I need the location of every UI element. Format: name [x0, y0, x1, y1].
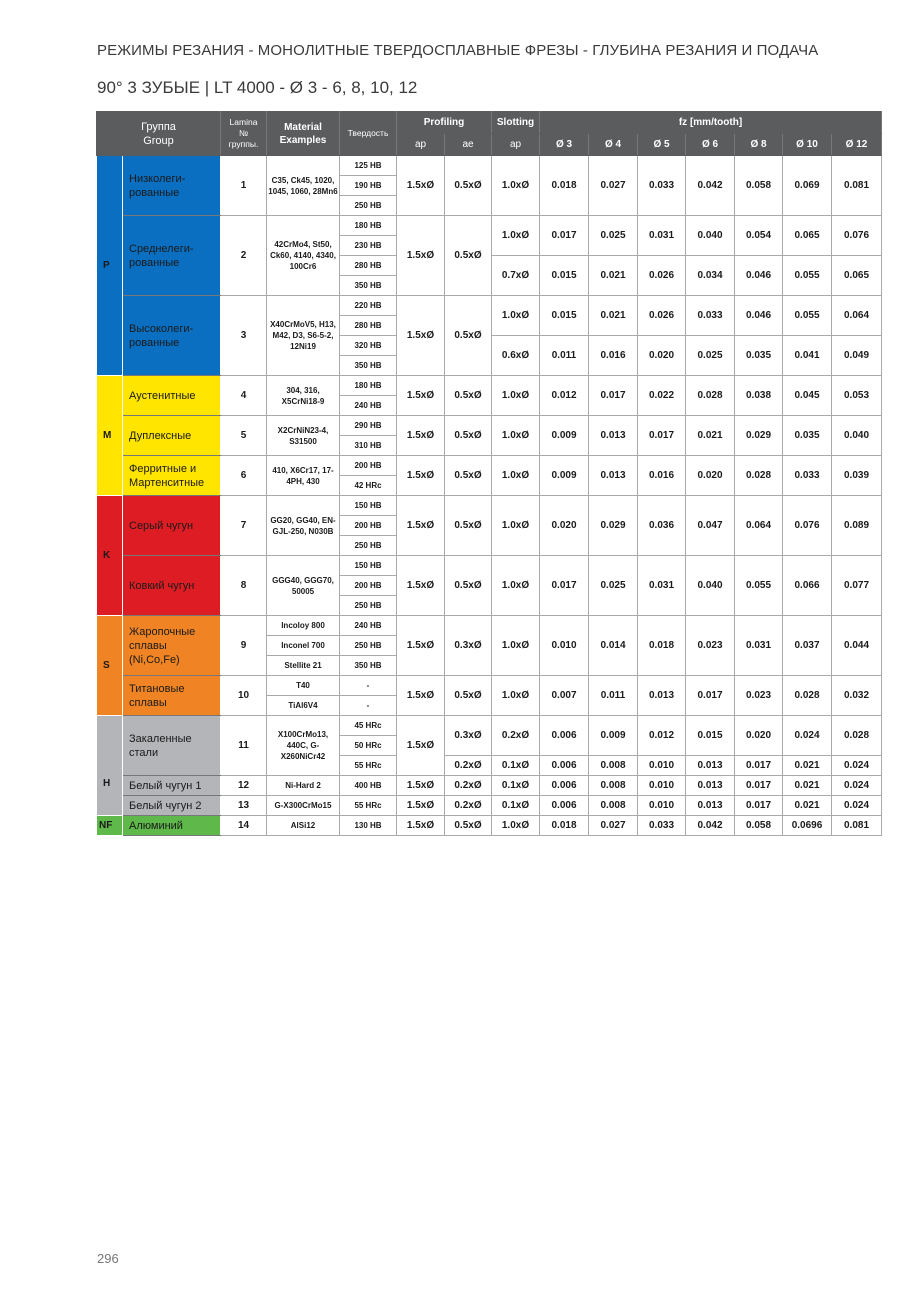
- header-group: Группа Group: [97, 112, 221, 156]
- group-label: Серый чугун: [123, 496, 221, 556]
- table-row: Ковкий чугун 8 GGG40, GGG70, 50005 150 HB 1.5xØ 0.5xØ 1.0xØ 0.017 0.025 0.031 0.040 0.055 0.066 0.077: [97, 556, 882, 576]
- table-row: Титановые сплавы 10 T40 - 1.5xØ 0.5xØ 1.0xØ 0.007 0.011 0.013 0.017 0.023 0.028 0.032: [97, 676, 882, 696]
- iso-code-s: S: [97, 616, 123, 716]
- table-row: Среднелеги-рованные 2 42CrMo4, St50, Ck60, 4140, 4340, 100Cr6 180 HB 1.5xØ 0.5xØ 1.0xØ 0.017 0.025 0.031 0.040 0.054 0.065 0.076: [97, 216, 882, 236]
- group-label: Низколеги-рованные: [123, 156, 221, 216]
- iso-code-k: K: [97, 496, 123, 616]
- group-label: Дуплексные: [123, 416, 221, 456]
- group-label: Ковкий чугун: [123, 556, 221, 616]
- page-subtitle: 90° 3 ЗУБЫЕ | LT 4000 - Ø 3 - 6, 8, 10, 12: [97, 78, 418, 97]
- header-d6: Ø 6: [686, 134, 735, 156]
- table-row: Дуплексные 5 X2CrNiN23-4, S31500 290 HB 1.5xØ 0.5xØ 1.0xØ 0.009 0.013 0.017 0.021 0.029 0.035 0.040: [97, 416, 882, 436]
- table-row: H Закаленные стали 11 X100CrMo13, 440C, G-X260NiCr42 45 HRc 1.5xØ 0.3xØ 0.2xØ 0.006 0.009 0.012 0.015 0.020 0.024 0.028: [97, 716, 882, 736]
- cutting-data-table: Группа Group Lamina № группы. Material Examples Твердость Profiling Slotting fz [mm/tooth] ap ae ap Ø 3 Ø 4 Ø 5 Ø 6 Ø 8 Ø 10 Ø 12 P Низколеги-рованные 1 C35, Ck45, 1020, 1045, 1060, 28Mn6 125 HB 1.5xØ 0.5xØ 1.0xØ 0.018 0.027 0.033 0.042 0.058 0.069 0.081 190 HB 250 HB Среднелеги-рованные 2 42CrMo4, St50, Ck60, 4140, 4340, 100Cr6 180 HB 1.5xØ 0.5xØ 1.0xØ 0.017 0.025 0.031 0.040 0.054 0.065 0.076 230 HB 280 HB 0.7xØ 0.015 0.021 0.026 0.034 0.046 0.055 0.065 350 HB Высоколеги-рованные 3 X40CrMoV5, H13, M42, D3, S6-5-2, 12Ni19 220 HB 1.5xØ 0.5xØ 1.0xØ 0.015 0.021 0.026 0.033 0.046 0.055 0.064 280 HB 320 HB 0.6xØ 0.011 0.016 0.020 0.025 0.035 0.041 0.049 350 HB M Аустенитные 4 304, 316, X5CrNi18-9 180 HB 1.5xØ 0.5xØ 1.0xØ 0.012 0.017 0.022 0.028 0.038 0.045 0.053 240 HB Дуплексные 5 X2CrNiN23-4, S31500 290 HB 1.5xØ 0.5xØ 1.0xØ 0.009 0.013 0.017 0.021 0.029 0.035 0.040 310 HB Ферритные и Мартенситные 6 410, X6Cr17, 17-4PH, 430 200 HB 1.5xØ 0.5xØ 1.0xØ 0.009 0.013 0.016 0.020 0.028 0.033 0.039 42 HRc K Серый чугун 7 GG20, GG40, EN-GJL-250, N030B 150 HB 1.5xØ 0.5xØ 1.0xØ 0.020 0.029 0.036 0.047 0.064 0.076 0.089 200 HB 250 HB Ковкий чугун 8 GGG40, GGG70, 50005 150 HB 1.5xØ 0.5xØ 1.0xØ 0.017 0.025 0.031 0.040 0.055 0.066 0.077 200 HB 250 HB S Жаропочные сплавы (Ni,Co,Fe) 9 Incoloy 800 240 HB 1.5xØ 0.3xØ 1.0xØ 0.010 0.014 0.018 0.023 0.031 0.037 0.044 Inconel 700 250 HB Stellite 21 350 HB Титановые сплавы 10 T40 - 1.5xØ 0.5xØ 1.0xØ 0.007 0.011 0.013 0.017 0.023 0.028 0.032 TiAl6V4 - H Закаленные стали 11 X100CrMo13, 440C, G-X260NiCr42 45 HRc 1.5xØ 0.3xØ 0.2xØ 0.006 0.009 0.012 0.015 0.020 0.024 0.028 50 HRc 55 HRc 0.2xØ 0.1xØ 0.006 0.008 0.010 0.013 0.017 0.021 0.024 Белый чугун 1 12 Ni-Hard 2 400 HB 1.5xØ 0.2xØ 0.1xØ 0.006 0.008 0.010 0.013 0.017 0.021 0.024 Белый чугун 2 13 G-X300CrMo15 55 HRc 1.5xØ 0.2xØ 0.1xØ 0.006 0.008 0.010 0.013 0.017 0.021 0.024 NF Алюминий 14 AlSi12 130 HB 1.5xØ 0.5xØ 1.0xØ 0.018 0.027 0.033 0.042 0.058 0.0696 0.081: [96, 111, 882, 836]
- group-label: Среднелеги-рованные: [123, 216, 221, 296]
- header-d8: Ø 8: [735, 134, 783, 156]
- table-row: P Низколеги-рованные 1 C35, Ck45, 1020, 1045, 1060, 28Mn6 125 HB 1.5xØ 0.5xØ 1.0xØ 0.018 0.027 0.033 0.042 0.058 0.069 0.081: [97, 156, 882, 176]
- table-row: NF Алюминий 14 AlSi12 130 HB 1.5xØ 0.5xØ 1.0xØ 0.018 0.027 0.033 0.042 0.058 0.0696 0.081: [97, 816, 882, 836]
- header-slot-ap: ap: [492, 134, 540, 156]
- table-row: Белый чугун 1 12 Ni-Hard 2 400 HB 1.5xØ 0.2xØ 0.1xØ 0.006 0.008 0.010 0.013 0.017 0.021 0.024: [97, 776, 882, 796]
- header-slotting: Slotting: [492, 112, 540, 134]
- header-d3: Ø 3: [540, 134, 589, 156]
- header-d4: Ø 4: [589, 134, 638, 156]
- group-label: Белый чугун 1: [123, 776, 221, 796]
- table-row: K Серый чугун 7 GG20, GG40, EN-GJL-250, N030B 150 HB 1.5xØ 0.5xØ 1.0xØ 0.020 0.029 0.036 0.047 0.064 0.076 0.089: [97, 496, 882, 516]
- table-row: Белый чугун 2 13 G-X300CrMo15 55 HRc 1.5xØ 0.2xØ 0.1xØ 0.006 0.008 0.010 0.013 0.017 0.021 0.024: [97, 796, 882, 816]
- group-label: Белый чугун 2: [123, 796, 221, 816]
- iso-code-nf: NF: [97, 816, 123, 836]
- iso-code-p: P: [97, 156, 123, 376]
- group-label: Высоколеги-рованные: [123, 296, 221, 376]
- table-row: Высоколеги-рованные 3 X40CrMoV5, H13, M42, D3, S6-5-2, 12Ni19 220 HB 1.5xØ 0.5xØ 1.0xØ 0.015 0.021 0.026 0.033 0.046 0.055 0.064: [97, 296, 882, 316]
- header-material: Material Examples: [267, 112, 340, 156]
- header-ae: ae: [445, 134, 492, 156]
- header-lamina: Lamina № группы.: [221, 112, 267, 156]
- group-label: Жаропочные сплавы (Ni,Co,Fe): [123, 616, 221, 676]
- header-fz: fz [mm/tooth]: [540, 112, 882, 134]
- group-label: Закаленные стали: [123, 716, 221, 776]
- header-hardness: Твердость: [340, 112, 397, 156]
- page-title: РЕЖИМЫ РЕЗАНИЯ - МОНОЛИТНЫЕ ТВЕРДОСПЛАВНЫЕ ФРЕЗЫ - ГЛУБИНА РЕЗАНИЯ И ПОДАЧА: [97, 42, 819, 59]
- table-row: Ферритные и Мартенситные 6 410, X6Cr17, 17-4PH, 430 200 HB 1.5xØ 0.5xØ 1.0xØ 0.009 0.013 0.016 0.020 0.028 0.033 0.039: [97, 456, 882, 476]
- table-row: S Жаропочные сплавы (Ni,Co,Fe) 9 Incoloy 800 240 HB 1.5xØ 0.3xØ 1.0xØ 0.010 0.014 0.018 0.023 0.031 0.037 0.044: [97, 616, 882, 636]
- group-label: Аустенитные: [123, 376, 221, 416]
- page-number: 296: [97, 1251, 119, 1266]
- header-ap: ap: [397, 134, 445, 156]
- iso-code-h: H: [97, 716, 123, 816]
- header-d10: Ø 10: [783, 134, 832, 156]
- iso-code-m: M: [97, 376, 123, 496]
- header-d12: Ø 12: [832, 134, 882, 156]
- header-profiling: Profiling: [397, 112, 492, 134]
- table-row: M Аустенитные 4 304, 316, X5CrNi18-9 180 HB 1.5xØ 0.5xØ 1.0xØ 0.012 0.017 0.022 0.028 0.038 0.045 0.053: [97, 376, 882, 396]
- header-d5: Ø 5: [638, 134, 686, 156]
- group-label: Титановые сплавы: [123, 676, 221, 716]
- group-label: Ферритные и Мартенситные: [123, 456, 221, 496]
- group-label: Алюминий: [123, 816, 221, 836]
